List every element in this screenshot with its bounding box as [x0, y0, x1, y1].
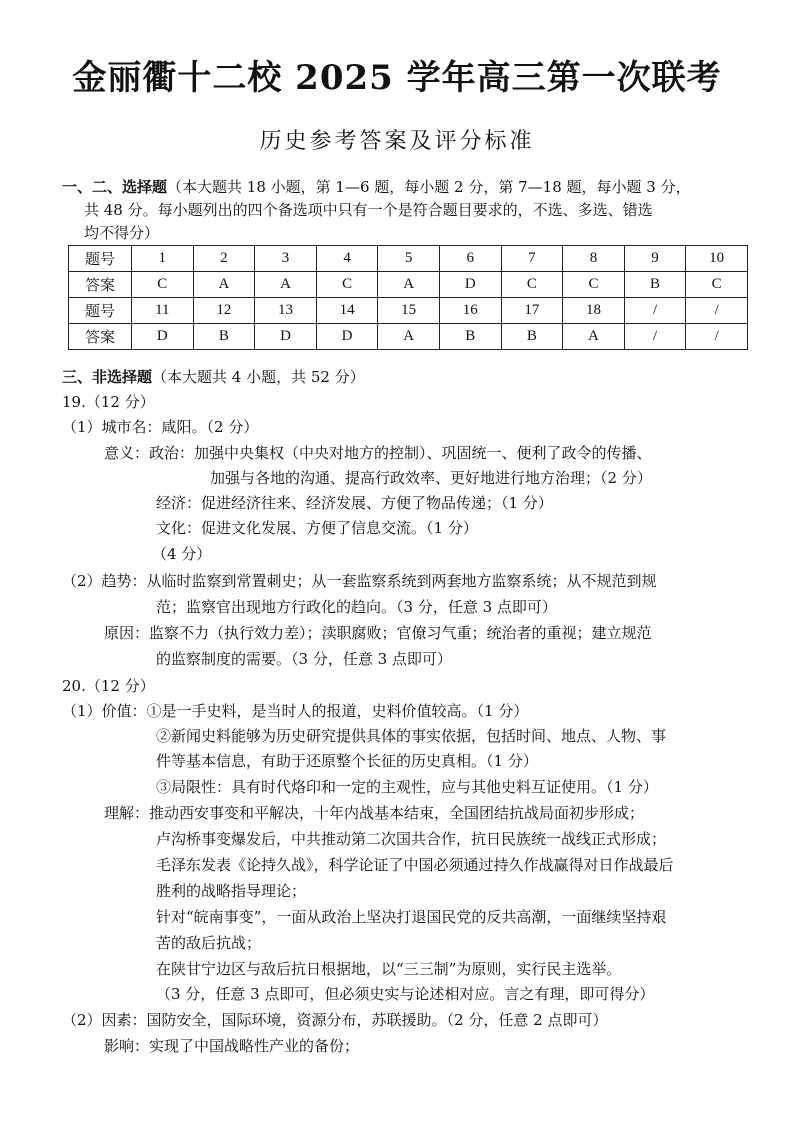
page-subtitle: 历史参考答案及评分标准 — [259, 129, 535, 154]
q20-impact: 影响：实现了中国战略性产业的备份； — [104, 1037, 360, 1055]
q19-reason-line1: 原因：监察不力（执行效力差）；渎职腐败；官僚习气重；统治者的重视；建立规范 — [104, 624, 652, 642]
table-cell: 14 — [316, 298, 378, 324]
q20-understanding-1: 理解：推动西安事变和平解决，十年内战基本结束，全国团结抗战局面初步形成； — [104, 804, 645, 822]
table-cell: 1 — [132, 246, 194, 272]
q20-value-2-line1: ②新闻史料能够为历史研究提供具体的事实依据，包括时间、地点、人物、事 — [156, 727, 667, 745]
section1-intro1: （本大题共 18 小题，第 1—6 题，每小题 2 分，第 7—18 题，每小题 3 分， — [167, 178, 691, 196]
table-cell: 18 — [563, 298, 625, 324]
table-row — [69, 324, 748, 350]
section3-intro — [62, 368, 365, 386]
q19-significance-line2: 加强与各地的沟通、提高行政效率、更好地进行地方治理；（2 分） — [210, 469, 652, 487]
q20-number: 20.（12 分） — [62, 677, 155, 695]
section1-intro-line2: 共 48 分。每小题列出的四个备选项中只有一个是符合题目要求的，不选、多选、错选 — [84, 201, 653, 219]
table-cell: 11 — [132, 298, 194, 324]
table-cell: D — [316, 324, 378, 350]
section3-intro-text: （本大题共 4 小题，共 52 分） — [152, 368, 365, 386]
section3-heading: 三、非选择题 — [62, 368, 153, 386]
q20-understanding-score: （3 分，任意 3 点即可，但必须史实与论述相对应。言之有理，即可得分） — [156, 985, 655, 1003]
table-cell: 15 — [378, 298, 440, 324]
q19-economy: 经济：促进经济往来、经济发展、方便了物品传递；（1 分） — [156, 494, 553, 512]
table-cell: 7 — [501, 246, 563, 272]
table-row — [69, 246, 748, 272]
table-cell: 5 — [378, 246, 440, 272]
q19-part1-score: （4 分） — [152, 545, 212, 563]
table-cell: 10 — [686, 246, 748, 272]
table-cell: A — [193, 272, 255, 298]
table-cell: 2 — [193, 246, 255, 272]
q20-value-2-line2: 件等基本信息，有助于还原整个长征的历史真相。（1 分） — [156, 752, 538, 770]
q20-value-3: ③局限性：具有时代烙印和一定的主观性，应与其他史料互证使用。（1 分） — [156, 778, 658, 796]
table-cell: / — [624, 324, 686, 350]
table-cell: / — [624, 298, 686, 324]
table-cell: 3 — [255, 246, 317, 272]
table-cell: A — [378, 272, 440, 298]
table-row-label: 题号 — [69, 298, 132, 324]
answer-table — [68, 245, 748, 350]
table-cell: B — [193, 324, 255, 350]
table-cell: A — [255, 272, 317, 298]
table-cell: 6 — [439, 246, 501, 272]
table-row-label: 答案 — [69, 272, 132, 298]
table-cell: 8 — [563, 246, 625, 272]
q19-culture: 文化：促进文化发展、方便了信息交流。（1 分） — [156, 519, 478, 537]
q20-understanding-3-line2: 胜利的战略指导理论； — [156, 882, 307, 900]
table-cell: 16 — [439, 298, 501, 324]
q19-reason-line2: 的监察制度的需要。（3 分，任意 3 点即可） — [156, 650, 452, 668]
table-cell: B — [439, 324, 501, 350]
table-cell: / — [686, 298, 748, 324]
table-cell: 13 — [255, 298, 317, 324]
q19-part1: （1）城市名：咸阳。（2 分） — [62, 418, 259, 436]
table-row-label: 题号 — [69, 246, 132, 272]
section1-intro-line3: 均不得分） — [84, 224, 160, 242]
table-cell: C — [316, 272, 378, 298]
q19-trend-line2: 范；监察官出现地方行政化的趋向。（3 分，任意 3 点即可） — [156, 598, 557, 616]
table-row — [69, 272, 748, 298]
section1-heading: 一、二、选择题 — [62, 178, 168, 196]
table-row — [69, 298, 748, 324]
page-title: 金丽衢十二校 2025 学年高三第一次联考 — [72, 58, 722, 98]
table-cell: D — [255, 324, 317, 350]
q20-value-1: （1）价值：①是一手史料，是当时人的报道，史料价值较高。（1 分） — [62, 702, 529, 720]
table-cell: D — [132, 324, 194, 350]
table-cell: A — [563, 324, 625, 350]
table-cell: 4 — [316, 246, 378, 272]
q20-understanding-4-line2: 苦的敌后抗战； — [156, 934, 262, 952]
section1-intro-line1 — [62, 178, 691, 196]
q20-understanding-2: 卢沟桥事变爆发后，中共推动第二次国共合作，抗日民族统一战线正式形成； — [156, 830, 667, 848]
table-cell: A — [378, 324, 440, 350]
table-cell: D — [439, 272, 501, 298]
table-cell: B — [624, 272, 686, 298]
table-cell: / — [686, 324, 748, 350]
table-cell: 9 — [624, 246, 686, 272]
q20-factors: （2）因素：国防安全，国际环境，资源分布，苏联援助。（2 分，任意 2 点即可） — [62, 1011, 608, 1029]
table-cell: 12 — [193, 298, 255, 324]
table-cell: C — [563, 272, 625, 298]
table-cell: C — [501, 272, 563, 298]
table-cell: C — [686, 272, 748, 298]
q19-number: 19.（12 分） — [62, 393, 155, 411]
q20-understanding-5: 在陕甘宁边区与敌后抗日根据地，以“三三制”为原则，实行民主选举。 — [156, 960, 622, 978]
q20-understanding-3-line1: 毛泽东发表《论持久战》，科学论证了中国必须通过持久作战赢得对日作战最后 — [156, 856, 674, 874]
q19-trend-line1: （2）趋势：从临时监察到常置刺史；从一套监察系统到两套地方监察系统；从不规范到规 — [62, 572, 657, 590]
table-row-label: 答案 — [69, 324, 132, 350]
table-cell: 17 — [501, 298, 563, 324]
table-cell: B — [501, 324, 563, 350]
q20-understanding-4-line1: 针对“皖南事变”，一面从政治上坚决打退国民党的反共高潮，一面继续坚持艰 — [156, 908, 667, 926]
table-cell: C — [132, 272, 194, 298]
q19-significance-line1: 意义：政治：加强中央集权（中央对地方的控制）、巩固统一、便利了政令的传播、 — [104, 444, 652, 462]
